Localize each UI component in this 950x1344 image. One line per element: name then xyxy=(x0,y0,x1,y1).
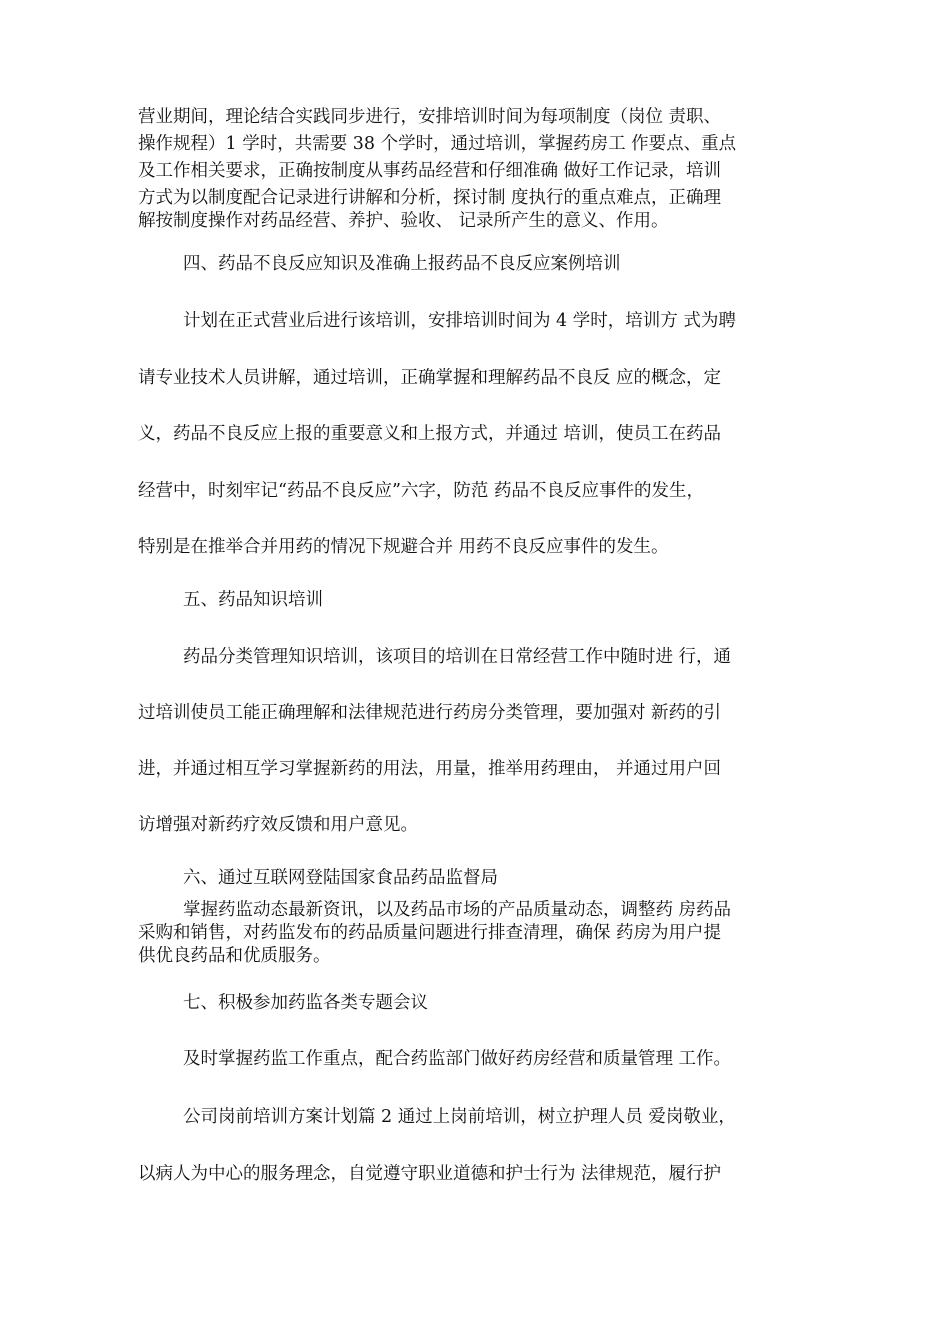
paragraph-line: 请专业技术人员讲解，通过培训，正确掌握和理解药品不良反 应的概念，定 xyxy=(138,368,722,388)
paragraph-line: 供优良药品和优质服务。 xyxy=(138,946,331,966)
paragraph-line: 访增强对新药疗效反馈和用户意见。 xyxy=(138,815,418,835)
paragraph-line: 方式为以制度配合记录进行讲解和分析，探讨制 度执行的重点难点，正确理 xyxy=(138,188,722,208)
paragraph-line: 以病人为中心的服务理念，自觉遵守职业道德和护士行为 法律规范，履行护 xyxy=(138,1164,722,1184)
paragraph-line: 及工作相关要求，正确按制度从事药品经营和仔细准确 做好工作记录，培训 xyxy=(138,161,722,181)
paragraph-line: 营业期间，理论结合实践同步进行，安排培训时间为每项制度（岗位 责职、 xyxy=(138,107,722,127)
paragraph-line: 进，并通过相互学习掌握新药的用法，用量，推举用药理由， 并通过用户回 xyxy=(138,759,722,779)
paragraph-line: 公司岗前培训方案计划篇 2 通过上岗前培训，树立护理人员 爱岗敬业， xyxy=(183,1107,736,1127)
paragraph-line: 计划在正式营业后进行该培训，安排培训时间为 4 学时，培训方 式为聘 xyxy=(183,311,736,331)
paragraph-line: 解按制度操作对药品经营、养护、验收、 记录所产生的意义、作用。 xyxy=(138,211,669,231)
paragraph-line: 及时掌握药监工作重点，配合药监部门做好药房经营和质量管理 工作。 xyxy=(183,1049,732,1069)
section-heading: 六、通过互联网登陆国家食品药品监督局 xyxy=(183,868,498,888)
paragraph-line: 经营中，时刻牢记“药品不良反应”六字，防范 药品不良反应事件的发生， xyxy=(138,481,704,501)
paragraph-line: 特别是在推举合并用药的情况下规避合并 用药不良反应事件的发生。 xyxy=(138,537,669,557)
paragraph-line: 掌握药监动态最新资讯，以及药品市场的产品质量动态，调整药 房药品 xyxy=(183,900,732,920)
section-heading: 四、药品不良反应知识及准确上报药品不良反应案例培训 xyxy=(183,254,621,274)
paragraph-line: 操作规程）1 学时，共需要 38 个学时，通过培训，掌握药房工 作要点、重点 xyxy=(138,134,737,154)
paragraph-line: 义，药品不良反应上报的重要意义和上报方式，并通过 培训，使员工在药品 xyxy=(138,424,722,444)
section-heading: 七、积极参加药监各类专题会议 xyxy=(183,993,428,1013)
paragraph-line: 过培训使员工能正确理解和法律规范进行药房分类管理，要加强对 新药的引 xyxy=(138,703,722,723)
section-heading: 五、药品知识培训 xyxy=(183,590,323,610)
paragraph-line: 药品分类管理知识培训，该项目的培训在日常经营工作中随时进 行，通 xyxy=(183,647,732,667)
paragraph-line: 采购和销售，对药监发布的药品质量问题进行排查清理，确保 药房为用户提 xyxy=(138,923,722,943)
